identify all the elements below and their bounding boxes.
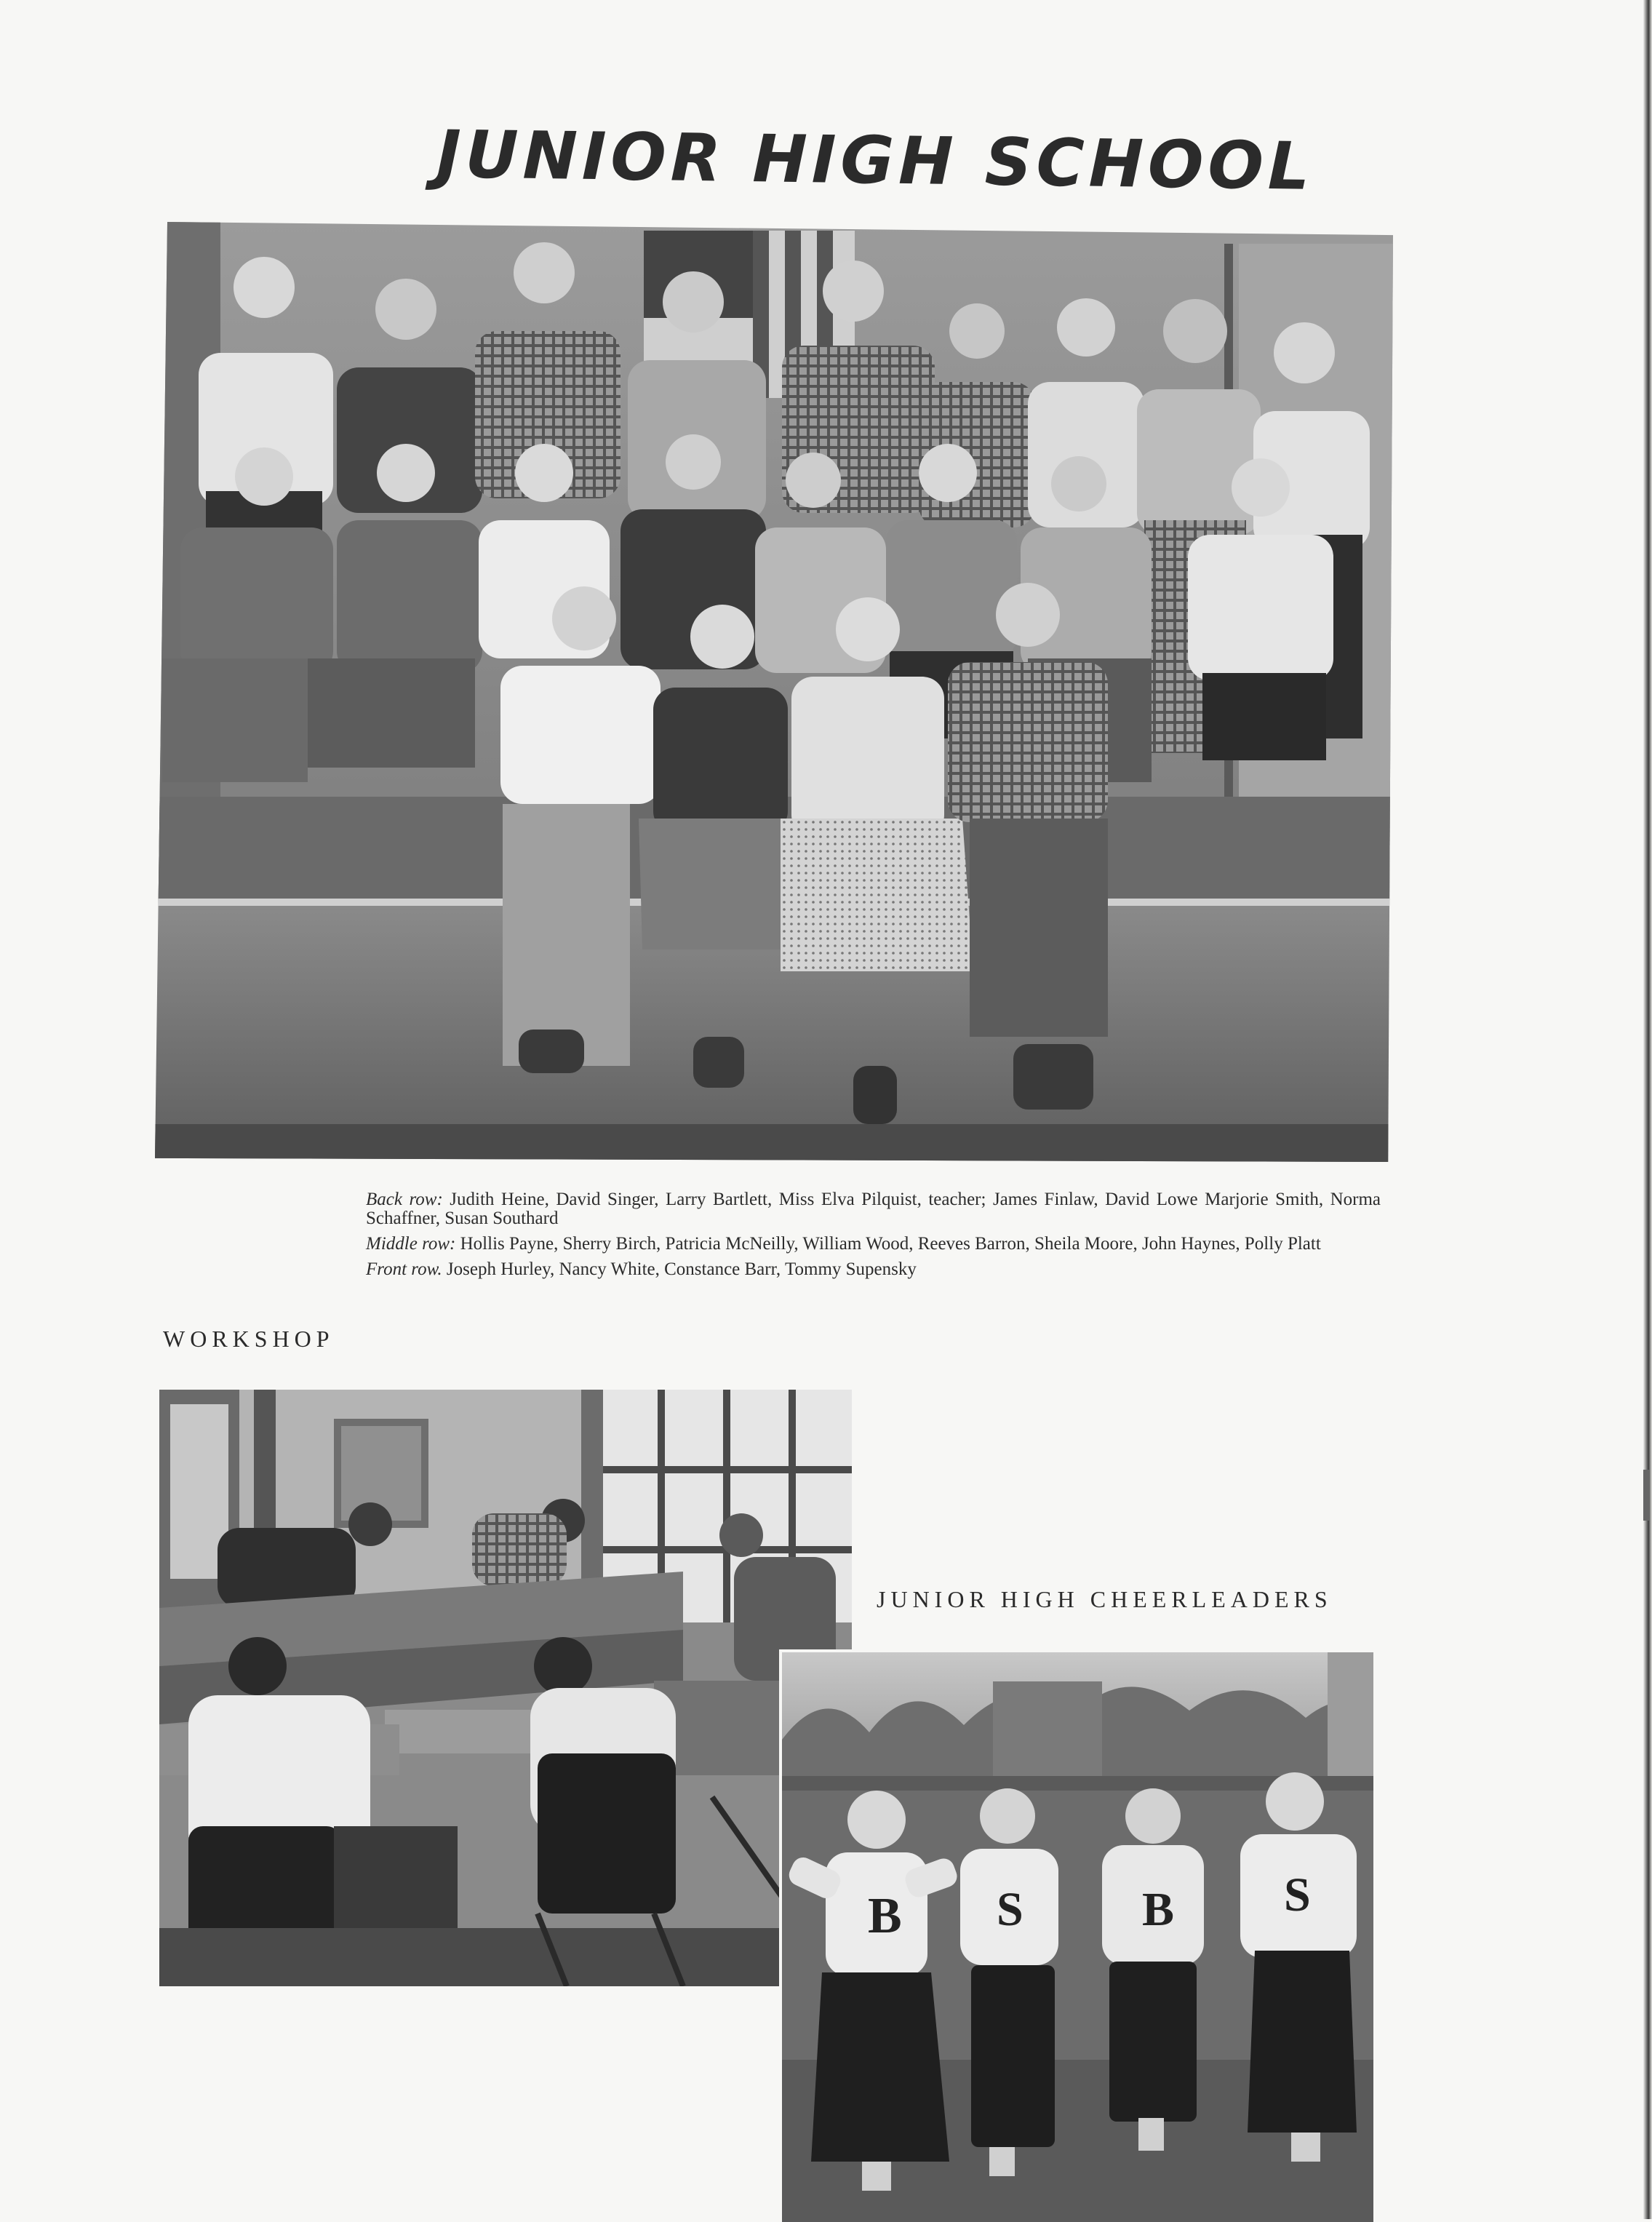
cheerleaders-label: JUNIOR HIGH CHEERLEADERS [877,1586,1333,1612]
caption-front-row-label: Front row. [366,1259,442,1279]
page-edge [1643,0,1652,2219]
caption-back-row-names: Judith Heine, David Singer, Larry Bartlett, Miss Elva Pilquist, teacher; James Finlaw, David Lowe Marjorie Smith, Norma Schaffner, Susan Southard [366,1190,1381,1228]
caption-front-row [366,1260,1381,1279]
caption-back-row-label: Back row: [366,1190,443,1209]
class-photo-image [155,222,1393,1162]
cheerleaders-photo [779,1649,1373,2222]
caption-middle-row [366,1235,1381,1254]
class-photo [155,222,1393,1162]
workshop-label: WORKSHOP [163,1326,335,1352]
page-edge-mark [1643,1470,1649,1521]
caption-back-row [366,1190,1381,1228]
sweater-letter-3: B [1142,1883,1175,1936]
caption-front-row-names: Joseph Hurley, Nancy White, Constance Barr, Tommy Supensky [446,1259,917,1279]
page-title: JUNIOR HIGH SCHOOL [436,116,1315,205]
sweater-letter-2: S [997,1883,1023,1936]
caption-middle-row-label: Middle row: [366,1234,456,1254]
workshop-photo-image [159,1390,852,1986]
caption-middle-row-names: Hollis Payne, Sherry Birch, Patricia McNeilly, William Wood, Reeves Barron, Sheila Moore, John Haynes, Polly Platt [460,1234,1321,1254]
sweater-letter-4: S [1284,1868,1311,1922]
sweater-letter-1: B [868,1888,902,1944]
class-photo-caption [366,1190,1381,1286]
workshop-photo [159,1390,852,1986]
cheerleaders-photo-image [782,1652,1373,2222]
